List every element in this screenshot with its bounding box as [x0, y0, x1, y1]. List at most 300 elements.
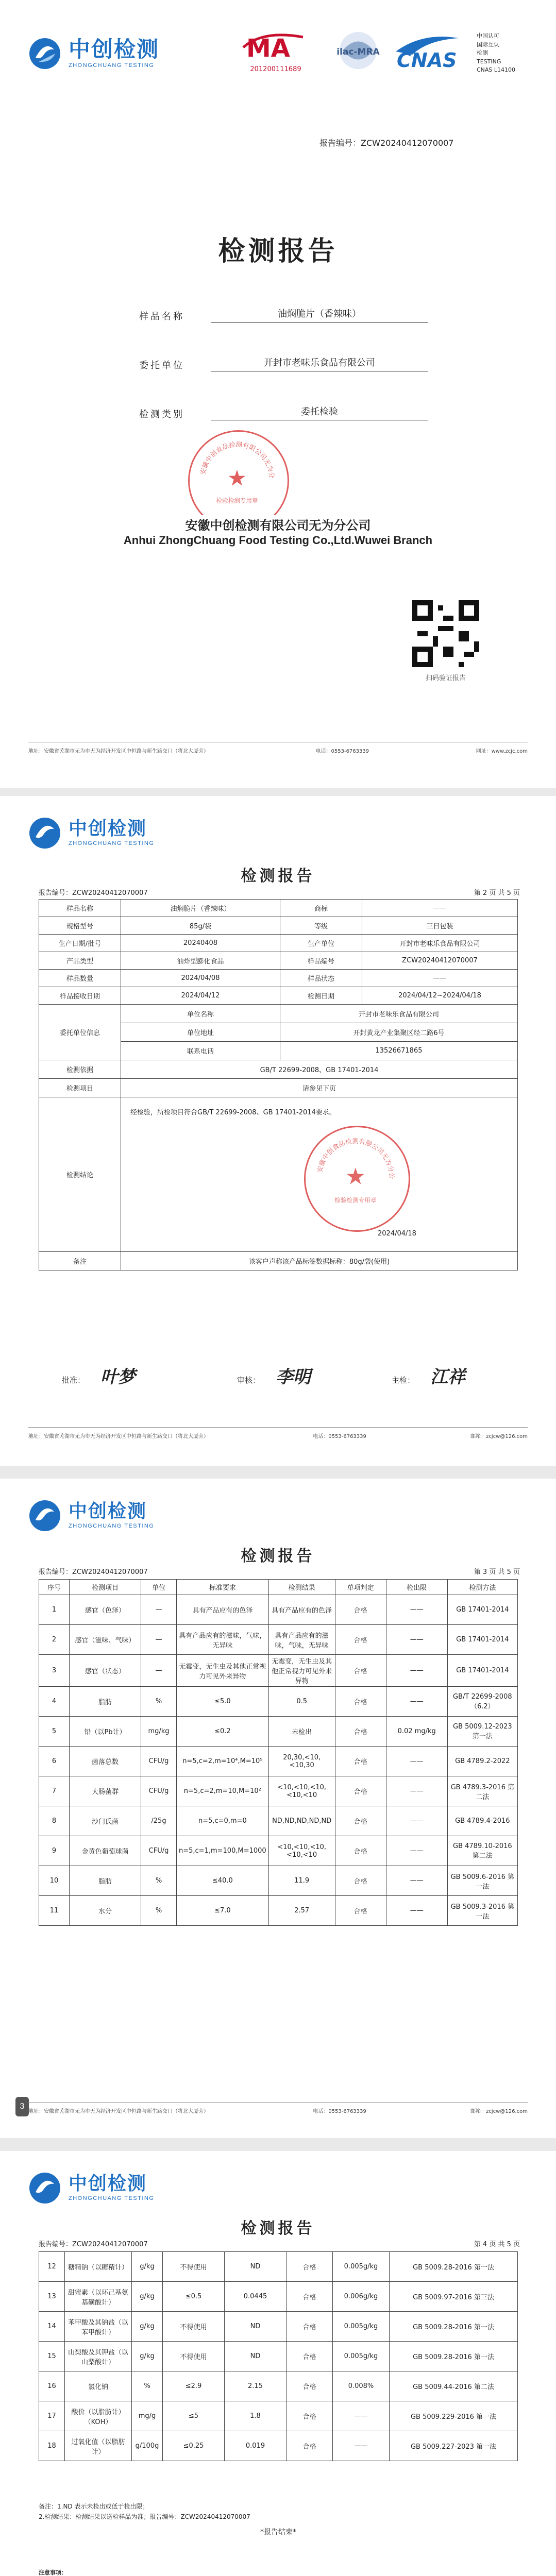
sig-label: 批准：: [62, 1376, 86, 1385]
remark-line: 2.检测结果：检测结果以送检样品为准；报告编号：ZCW20240412070007: [39, 2513, 250, 2521]
cell: 合格: [335, 1655, 386, 1687]
cell: 合格: [335, 1625, 386, 1655]
brand-mark-icon: [28, 817, 61, 850]
cell: 开封黄龙产业集聚区经二路6号: [280, 1023, 518, 1042]
footer-site: 网址：www.zcjc.com: [476, 749, 528, 754]
cell: 感官（状态）: [70, 1655, 141, 1687]
cell: g/100g: [132, 2431, 163, 2461]
cell: GB 17401-2014: [447, 1625, 517, 1655]
cnas-number: CNAS L14100: [477, 66, 516, 73]
brand-name-cn: 中创检测: [69, 2173, 147, 2194]
notice-title: 注意事项：: [39, 2569, 67, 2576]
cell: 样品状态: [280, 970, 362, 987]
col-header: 单项判定: [335, 1580, 386, 1595]
cell: 感官（色泽）: [70, 1595, 141, 1625]
cell: %: [141, 1896, 177, 1926]
cell: GB 5009.97-2016 第三法: [390, 2282, 518, 2312]
cell: 甜蜜素（以环己基氨基磺酸计）: [65, 2282, 132, 2312]
end-mark: *报告结束*: [260, 2528, 296, 2536]
cell: %: [141, 1866, 177, 1896]
report-page-2: [0, 796, 556, 1466]
cell: 0.5: [268, 1687, 335, 1717]
cell: 2024/04/08: [121, 970, 280, 987]
cell: mg/g: [132, 2401, 163, 2431]
page-report-number: 报告编号：ZCW20240412070007: [39, 2241, 148, 2248]
cell: 单位地址: [121, 1023, 280, 1042]
cell: 具有产品应有的滋味，气味，无异味: [177, 1625, 269, 1655]
sig-name: 江祥: [430, 1367, 466, 1387]
cell: 金黄色葡萄球菌: [70, 1836, 141, 1866]
cover-page-lower: [0, 515, 556, 788]
footer-address: 地址：安徽省芜湖市无为市无为经济开发区中恒路与新生路交口（将北大厦旁）: [28, 749, 209, 754]
cell: 0.005g/kg: [333, 2252, 390, 2282]
cell: /25g: [141, 1806, 177, 1836]
cell: 联系电话: [121, 1042, 280, 1060]
sig-label: 主检：: [392, 1376, 415, 1385]
cover-field-client: [139, 355, 428, 371]
cover-official-stamp: [188, 430, 289, 515]
table-row: [39, 1747, 518, 1776]
cell: 商标: [280, 900, 362, 917]
cell: ≤0.5: [163, 2282, 225, 2312]
cell: 合格: [335, 1806, 386, 1836]
cell: 合格: [287, 2401, 333, 2431]
table-row: [39, 2282, 518, 2312]
cell: ≤0.2: [177, 1717, 269, 1747]
cell: —: [141, 1625, 177, 1655]
cell: 1.8: [225, 2401, 287, 2431]
cell: —: [141, 1595, 177, 1625]
qr-code-icon[interactable]: [412, 600, 479, 667]
cell: GB/T 22699-2008、GB 17401-2014: [121, 1060, 518, 1079]
remark-line: 备注：1.ND 表示未检出或低于检出限；: [39, 2503, 149, 2510]
cell: 11.9: [268, 1866, 335, 1896]
approver-signature: [62, 1363, 136, 1388]
cell: 2.15: [225, 2371, 287, 2401]
cover-report-number: [319, 137, 453, 148]
cell: <10,<10,<10,<10,<10: [268, 1836, 335, 1866]
page-title: 检测报告: [241, 867, 315, 885]
cell: ——: [386, 1655, 447, 1687]
ilac-mra-icon: [330, 30, 386, 76]
cell: 13: [39, 2282, 65, 2312]
brand-logo: [28, 2172, 154, 2205]
cell: 11: [39, 1896, 70, 1926]
cell: ND: [225, 2342, 287, 2371]
cover-field-sample: [139, 307, 428, 323]
field-value: 油焖脆片（香辣味）: [211, 307, 428, 323]
cell: 过氧化值（以脂肪计）: [65, 2431, 132, 2461]
cell: 油焖脆片（香辣味）: [121, 900, 280, 917]
table-row: [39, 935, 518, 952]
cell: 合格: [287, 2312, 333, 2342]
page-footer: [28, 1427, 528, 1439]
cell: 未检出: [268, 1717, 335, 1747]
cell: 苯甲酸及其钠盐（以苯甲酸计）: [65, 2312, 132, 2342]
cell: ——: [386, 1625, 447, 1655]
cell: ZCW20240412070007: [362, 952, 518, 970]
table-row: [39, 2371, 518, 2401]
cnas-en: TESTING: [477, 58, 501, 65]
table-row: [39, 1896, 518, 1926]
field-label: 检测类别: [139, 409, 184, 420]
table-row: [39, 952, 518, 970]
cell: 18: [39, 2431, 65, 2461]
cell: 20240408: [121, 935, 280, 952]
cell: 0.005g/kg: [333, 2312, 390, 2342]
cell: ND: [225, 2252, 287, 2282]
qr-caption: 扫码验证报告: [425, 674, 466, 682]
table-row: [39, 900, 518, 917]
cell: n=5,c=2,m=10⁴,M=10⁵: [177, 1747, 269, 1776]
cell: 85g/袋: [121, 917, 280, 935]
table-row: [39, 1717, 518, 1747]
cell: 不得使用: [163, 2342, 225, 2371]
cell: 水分: [70, 1896, 141, 1926]
cell: 等级: [280, 917, 362, 935]
brand-mark-icon: [28, 2172, 61, 2205]
cell: 12: [39, 2252, 65, 2282]
col-header: 检测项目: [70, 1580, 141, 1595]
table-row: [39, 1097, 518, 1252]
brand-mark-icon: [28, 1499, 61, 1532]
cell: ≤2.9: [163, 2371, 225, 2401]
cell: —: [141, 1655, 177, 1687]
footer-phone: 电话：0553-6763339: [313, 2109, 366, 2114]
results-table: [39, 1579, 518, 1926]
footer-phone: 电话：0553-6763339: [313, 1434, 366, 1439]
cnas-top: 中国认可: [477, 32, 499, 39]
cell: ≤40.0: [177, 1866, 269, 1896]
page-footer: [28, 742, 528, 754]
table-row: [39, 1655, 518, 1687]
table-row: [39, 1060, 518, 1079]
results-body: [39, 1595, 518, 1926]
col-header: 单位: [141, 1580, 177, 1595]
brand-name-en: ZHONGCHUANG TESTING: [69, 1523, 155, 1529]
cell: 无霉变，无生虫及其他正常视力可见外来异物: [177, 1655, 269, 1687]
cell: GB/T 22699-2008（6.2）: [447, 1687, 517, 1717]
cell: 13526671865: [280, 1042, 518, 1060]
cell: ——: [386, 1595, 447, 1625]
cnas-logo-icon: [392, 31, 469, 72]
cell: GB 5009.229-2016 第一法: [390, 2401, 518, 2431]
brand-name-en: ZHONGCHUANG TESTING: [69, 2195, 155, 2201]
table-header-row: [39, 1580, 518, 1595]
cell: 感官（滋味、气味）: [70, 1625, 141, 1655]
cell: GB 5009.3-2016 第一法: [447, 1896, 517, 1926]
brand-logo: [28, 817, 154, 850]
cell: 沙门氏菌: [70, 1806, 141, 1836]
cell: 生产日期/批号: [39, 935, 121, 952]
cell: CFU/g: [141, 1836, 177, 1866]
cell: 2024/04/12: [121, 987, 280, 1005]
cnas-mid: 国际互认: [477, 41, 499, 48]
cell: ND: [225, 2312, 287, 2342]
cell: 大肠菌群: [70, 1776, 141, 1806]
cell: %: [132, 2371, 163, 2401]
svg-text:★: ★: [345, 1163, 366, 1190]
cell: 2024/04/12~2024/04/18: [362, 987, 518, 1005]
cell: CFU/g: [141, 1747, 177, 1776]
cell: 单位名称: [121, 1005, 280, 1023]
cnas-info: [477, 32, 515, 75]
cell: 菌落总数: [70, 1747, 141, 1776]
cell: 生产单位: [280, 935, 362, 952]
cell: GB 5009.28-2016 第一法: [390, 2312, 518, 2342]
svg-text:★: ★: [227, 466, 247, 491]
cell: 5: [39, 1717, 70, 1747]
cell: 样品编号: [280, 952, 362, 970]
cell: ——: [333, 2431, 390, 2461]
brand-mark-icon: [28, 37, 61, 70]
cell: GB 5009.28-2016 第一法: [390, 2342, 518, 2371]
field-value: 委托检验: [211, 404, 428, 420]
cell: 产品类型: [39, 952, 121, 970]
stamp-sub: 检验检测专用章: [334, 1196, 377, 1204]
cell: 规格型号: [39, 917, 121, 935]
sig-label: 审核：: [237, 1376, 261, 1385]
cell: 17: [39, 2401, 65, 2431]
svg-text:CNAS: CNAS: [397, 49, 457, 72]
stamp-text: 安徽中创食品检测有限公司无为分公: [315, 1137, 396, 1179]
field-label: 样品名称: [139, 311, 184, 322]
table-row: [39, 1252, 518, 1270]
cell: 9: [39, 1836, 70, 1866]
cell: 开封市老味乐食品有限公司: [280, 1005, 518, 1023]
cma-badge: [242, 32, 309, 73]
stamp-icon: [190, 432, 284, 515]
table-row: [39, 2431, 518, 2461]
report-page-3: [0, 1479, 556, 2138]
cell: 0.005g/kg: [333, 2342, 390, 2371]
cell: n=5,c=0,m=0: [177, 1806, 269, 1836]
table-row: [39, 917, 518, 935]
cell: 糖精钠（以糖精计）: [65, 2252, 132, 2282]
table-row: [39, 1595, 518, 1625]
cell: 酸价（以脂肪计）（KOH）: [65, 2401, 132, 2431]
cell: 油炸型膨化食品: [121, 952, 280, 970]
brand-logo: [28, 1499, 154, 1532]
table-row: [39, 987, 518, 1005]
stamp-text: 安徽中创食品检测有限公司无为分: [198, 440, 276, 479]
cell: 样品数量: [39, 970, 121, 987]
cell: 1: [39, 1595, 70, 1625]
cell: 具有产品应有的色泽: [268, 1595, 335, 1625]
table-row: [39, 1776, 518, 1806]
cnas-sub: 检测: [477, 49, 488, 56]
client-label: 委托单位信息: [39, 1005, 121, 1060]
table-row: [39, 1806, 518, 1836]
conclusion-date: 2024/04/18: [378, 1230, 416, 1238]
cell: 6: [39, 1747, 70, 1776]
brand-logo: [28, 37, 159, 70]
footer-email: 邮箱：zcjcw@126.com: [470, 2109, 528, 2114]
sample-info-table: [39, 899, 518, 1270]
results-body: [39, 2252, 518, 2461]
cell: 脂肪: [70, 1687, 141, 1717]
col-header: 标准要求: [177, 1580, 269, 1595]
sig-name: 叶梦: [100, 1367, 136, 1387]
table-row: [39, 2342, 518, 2371]
table-row: [39, 2401, 518, 2431]
cell: 4: [39, 1687, 70, 1717]
svg-text:ilac-MRA: ilac-MRA: [336, 47, 380, 57]
cell: 0.008%: [333, 2371, 390, 2401]
cell: 7: [39, 1776, 70, 1806]
cell: n=5,c=1,m=100,M=1000: [177, 1836, 269, 1866]
cell: g/kg: [132, 2282, 163, 2312]
cell: mg/kg: [141, 1717, 177, 1747]
cell: 0.0445: [225, 2282, 287, 2312]
cell: 具有产品应有的色泽: [177, 1595, 269, 1625]
table-row: [39, 1836, 518, 1866]
cell: <10,<10,<10,<10,<10: [268, 1776, 335, 1806]
cell: 脂肪: [70, 1866, 141, 1896]
cma-number: 201200111689: [250, 65, 301, 73]
cell: CFU/g: [141, 1776, 177, 1806]
cell: GB 5009.6-2016 第一法: [447, 1866, 517, 1896]
cell: ——: [333, 2401, 390, 2431]
col-header: 检测结果: [268, 1580, 335, 1595]
cell: ——: [362, 900, 518, 917]
cell: 8: [39, 1806, 70, 1836]
cell: 16: [39, 2371, 65, 2401]
cell: ——: [386, 1747, 447, 1776]
cell: ——: [386, 1806, 447, 1836]
page-footer: [28, 2102, 528, 2114]
cell: 0.02 mg/kg: [386, 1717, 447, 1747]
page-number: 第 2 页 共 5 页: [474, 889, 520, 897]
cell: 开封市老味乐食品有限公司: [362, 935, 518, 952]
cell: 请参见下页: [121, 1079, 518, 1097]
footer-address: 地址：安徽省芜湖市无为市无为经济开发区中恒路与新生路交口（将北大厦旁）: [28, 2109, 209, 2114]
report-page-4: [0, 2151, 556, 2576]
table-row: [39, 1866, 518, 1896]
cell: 合格: [335, 1776, 386, 1806]
cell: 合格: [287, 2342, 333, 2371]
cell: 2.57: [268, 1896, 335, 1926]
cell: n=5,c=2,m=10,M=10²: [177, 1776, 269, 1806]
sig-name: 李明: [276, 1367, 311, 1387]
cell: GB 4789.10-2016 第二法: [447, 1836, 517, 1866]
cell: ≤7.0: [177, 1896, 269, 1926]
page-report-number: 报告编号：ZCW20240412070007: [39, 1568, 148, 1576]
cell: 合格: [335, 1717, 386, 1747]
col-header: 检测方法: [447, 1580, 517, 1595]
cell: 10: [39, 1866, 70, 1896]
page-side-tab[interactable]: 3: [15, 2097, 29, 2116]
cell: 合格: [335, 1836, 386, 1866]
cell: ——: [386, 1687, 447, 1717]
cell: ≤0.25: [163, 2431, 225, 2461]
col-header: 序号: [39, 1580, 70, 1595]
cell: GB 17401-2014: [447, 1595, 517, 1625]
table-row: [39, 2312, 518, 2342]
report-no-label: 报告编号：: [319, 138, 361, 148]
cell: g/kg: [132, 2252, 163, 2282]
brand-name-cn: 中创检测: [69, 1501, 147, 1522]
cell: ≤5.0: [177, 1687, 269, 1717]
table-row: [39, 970, 518, 987]
page-number: 第 4 页 共 5 页: [474, 2241, 520, 2248]
cell: 合格: [335, 1896, 386, 1926]
cell: GB 4789.4-2016: [447, 1806, 517, 1836]
table-row: [39, 1005, 518, 1023]
page-title: 检测报告: [241, 1547, 315, 1565]
cell: GB 5009.28-2016 第一法: [390, 2252, 518, 2282]
page2-official-stamp: [304, 1126, 410, 1232]
report-no-value: ZCW20240412070007: [361, 138, 454, 148]
cell: 0.006g/kg: [333, 2282, 390, 2312]
cell: 合格: [287, 2431, 333, 2461]
stamp-sub: 检验检测专用章: [216, 497, 258, 504]
cell: 山梨酸及其钾盐（以山梨酸计）: [65, 2342, 132, 2371]
cell: g/kg: [132, 2342, 163, 2371]
page-number: 第 3 页 共 5 页: [474, 1568, 520, 1576]
company-en: Anhui ZhongChuang Food Testing Co.,Ltd.Wuwei Branch: [123, 534, 433, 547]
cell: 20,30,<10,<10,30: [268, 1747, 335, 1776]
maker-signature: [392, 1363, 465, 1388]
cell: 合格: [287, 2282, 333, 2312]
cell: ——: [386, 1896, 447, 1926]
table-row: [39, 2252, 518, 2282]
table-row: [39, 1079, 518, 1097]
cell: 合格: [287, 2371, 333, 2401]
svg-text:MA: MA: [246, 34, 290, 63]
brand-name-cn: 中创检测: [69, 818, 147, 839]
table-row: [39, 1625, 518, 1655]
page-title: 检测报告: [241, 2219, 315, 2238]
company-cn: 安徽中创检测有限公司无为分公司: [185, 518, 371, 533]
stamp-icon: [306, 1127, 406, 1227]
cell: 样品名称: [39, 900, 121, 917]
footer-phone: 电话：0553-6763339: [315, 749, 369, 754]
cell: 检测项目: [39, 1079, 121, 1097]
cell: 该客户声称该产品标签数据标称：80g/袋(使用): [121, 1252, 518, 1270]
cover-title: 检测报告: [218, 236, 338, 267]
cell: 不得使用: [163, 2312, 225, 2342]
cell: 不得使用: [163, 2252, 225, 2282]
cell: 3: [39, 1655, 70, 1687]
cell: 15: [39, 2342, 65, 2371]
cell: 氯化钠: [65, 2371, 132, 2401]
brand-name-en: ZHONGCHUANG TESTING: [69, 840, 155, 846]
cell: 14: [39, 2312, 65, 2342]
footer-email: 邮箱：zcjcw@126.com: [470, 1434, 528, 1439]
cell: 具有产品应有的滋味，气味，无异味: [268, 1625, 335, 1655]
notice-block: [39, 2568, 518, 2576]
cell: 无霉变，无生虫及其他正常视力可见外来异物: [268, 1655, 335, 1687]
cell: 三日包装: [362, 917, 518, 935]
cell: GB 4789.3-2016 第二法: [447, 1776, 517, 1806]
conclusion-text: 经检验，所检项目符合GB/T 22699-2008、GB 17401-2014要求。: [130, 1109, 336, 1116]
cell: 检测结论: [39, 1097, 121, 1252]
table-row: [39, 1687, 518, 1717]
cell: 备注: [39, 1252, 121, 1270]
field-label: 委托单位: [139, 360, 184, 371]
cell: ——: [386, 1836, 447, 1866]
cell: 合格: [287, 2252, 333, 2282]
cover-page: [0, 0, 556, 515]
cell: GB 5009.44-2016 第二法: [390, 2371, 518, 2401]
cell: 合格: [335, 1687, 386, 1717]
cell: 合格: [335, 1747, 386, 1776]
cell: GB 4789.2-2022: [447, 1747, 517, 1776]
cover-field-category: [139, 404, 428, 420]
cell: ND,ND,ND,ND,ND: [268, 1806, 335, 1836]
cell: ——: [386, 1866, 447, 1896]
